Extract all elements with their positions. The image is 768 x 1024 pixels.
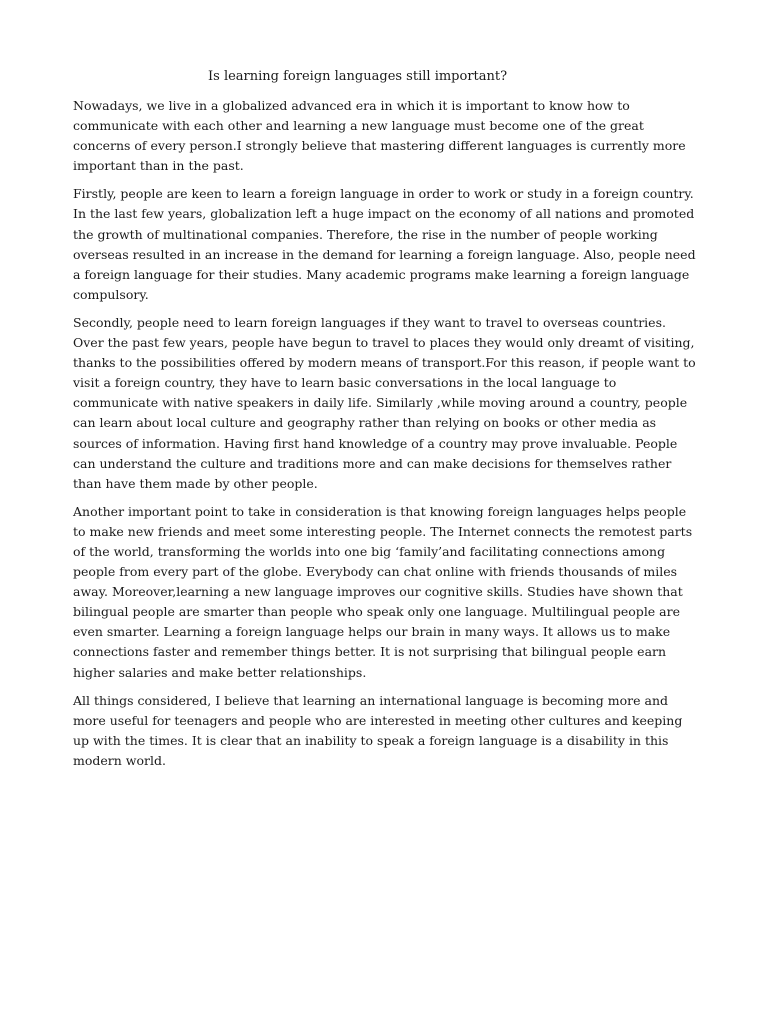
paragraph-conclusion: All things considered, I believe that learning an international language is becoming more and more useful for teenagers and people who are interested in meeting other cultures and keeping up with the times. It is clear that an inability to speak a foreign language is a disability in this modern world. (73, 692, 683, 768)
document-title: Is learning foreign languages still important? (208, 69, 508, 84)
paragraph-work-study: Firstly, people are keen to learn a foreign language in order to work or study in a foreign country. In the last few years, globalization left a huge impact on the economy of all nations and promoted the growth of multinational companies. Therefore, the rise in the number of people working overseas resulted in an increase in the demand for learning a foreign language. Also, people need a foreign language for their studies. Many academic programs make learning a foreign language compulsory. (73, 186, 696, 302)
document-body (73, 96, 698, 771)
paragraph-friends-cognition: Another important point to take in consideration is that knowing foreign languages helps people to make new friends and meet some interesting people. The Internet connects the remotest parts of the world, transforming the worlds into one big ‘family’and facilitating connections among people from every part of the globe. Everybody can chat online with friends thousands of miles away. Moreover,learning a new language improves our cognitive skills. Studies have shown that bilingual people are smarter than people who speak only one language. Multilingual people are even smarter. Learning a foreign language helps our brain in many ways. It allows us to make connections faster and remember things better. It is not surprising that bilingual people earn higher salaries and make better relationships. (73, 503, 693, 680)
paragraph-travel: Secondly, people need to learn foreign languages if they want to travel to overseas countries. Over the past few years, people have begun to travel to places they would only dreamt of visiting, thanks to the possibilities offered by modern means of transport.For this reason, if people want to visit a foreign country, they have to learn basic conversations in the local language to communicate with native speakers in daily life. Similarly ,while moving around a country, people can learn about local culture and geography rather than relying on books or other media as sources of information. Having first hand knowledge of a country may prove invaluable. People can understand the culture and traditions more and can make decisions for themselves rather than have them made by other people. (73, 314, 696, 491)
paragraph-introduction: Nowadays, we live in a globalized advanced era in which it is important to know how to communicate with each other and learning a new language must become one of the great concerns of every person.I strongly believe that mastering different languages is currently more important than in the past. (73, 98, 686, 174)
